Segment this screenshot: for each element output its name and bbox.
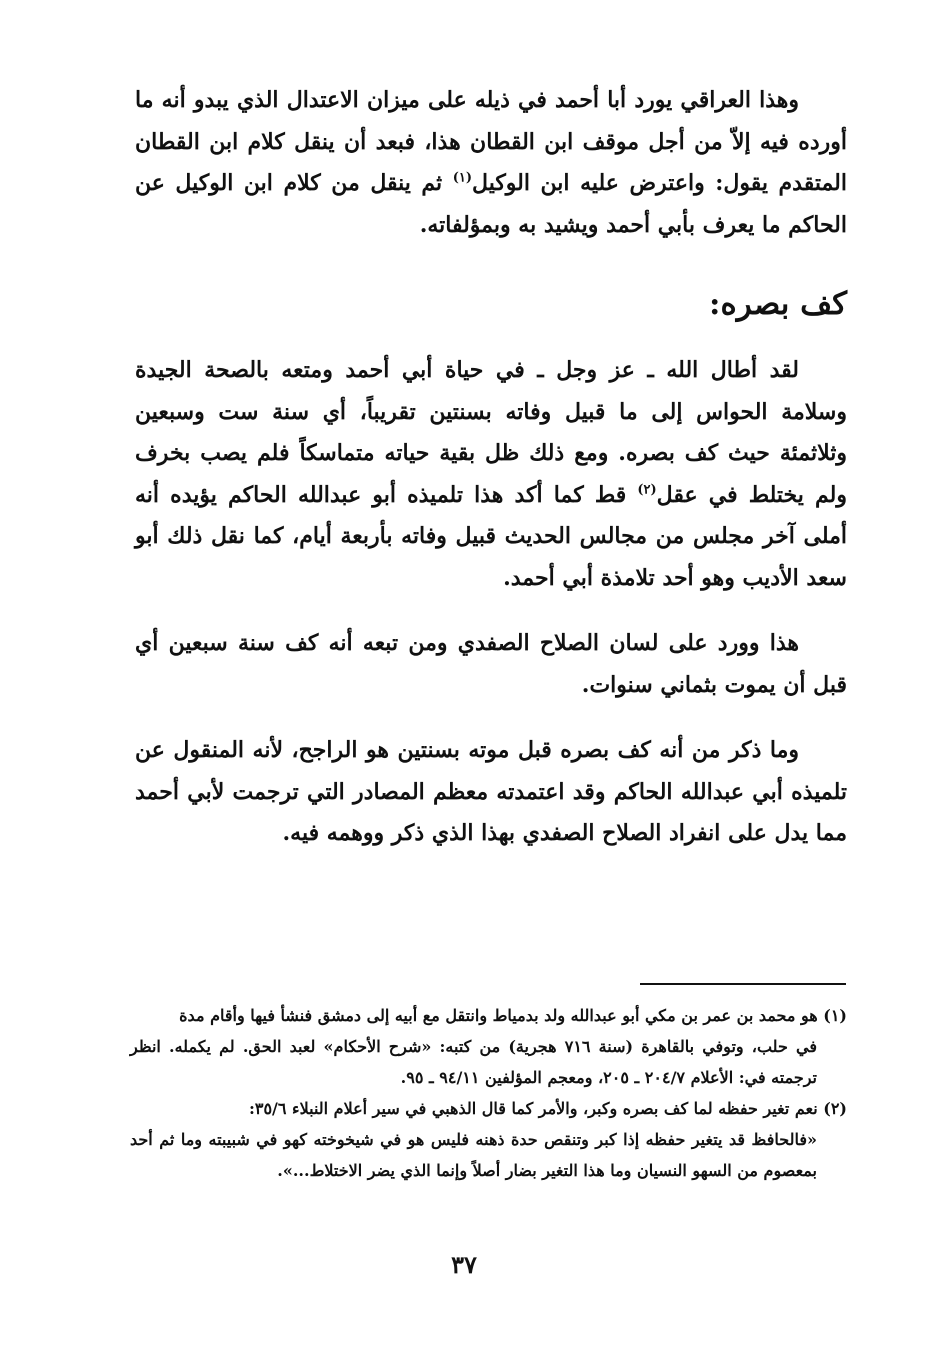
footnote-1: (١) هو محمد بن عمر بن مكي أبو عبدالله ولد بدمياط وانتقل مع أبيه إلى دمشق فنشأ فيها وأقام مدة bbox=[179, 1006, 847, 1025]
section-heading: كف بصره: bbox=[709, 286, 847, 322]
paragraph-2-text: لقد أطال الله ـ عز وجل ـ في حياة أبي أحمد ومتعه بالصحة الجيدة وسلامة الحواس إلى ما قبيل وفاته بسنتين تقريباً، أي سنة ست وسبعين وثلاثمئة حيث كف بصره. ومع ذلك ظل بقية حياته متماسكاً فلم يصب بخرف ولم يختلط في عقل bbox=[135, 357, 847, 508]
footnotes bbox=[130, 1000, 847, 1186]
footnote-2-continuation: «فالحافظ قد يتغير حفظه إذا كبر وتنقص حدة ذهنه فليس هو في شيخوخته كهو في شبيبته وما ثم أحد بمعصوم من السهو النسيان وما هذا التغير بضار أصلاً وإنما الذي يضر الاختلاط...». bbox=[130, 1130, 817, 1180]
main-text bbox=[135, 80, 847, 855]
page-number: ٣٧ bbox=[451, 1250, 477, 1279]
footnote-1-continuation: في حلب، وتوفي بالقاهرة (سنة ٧١٦ هجرية) من كتبه: «شرح الأحكام» لعبد الحق. لم يكمله. انظر ترجمته في: الأعلام ٢٠٤/٧ ـ ٢٠٥، ومعجم المؤلفين ٩٤/١١ ـ ٩٥. bbox=[130, 1037, 817, 1087]
spacer bbox=[135, 706, 847, 730]
paragraph-1 bbox=[135, 80, 847, 246]
paragraph-1-text: وهذا العراقي يورد أبا أحمد في ذيله على ميزان الاعتدال الذي يبدو أنه ما أورده فيه إلاّ من أجل موقف ابن القطان هذا، فبعد أن ينقل كلام ابن القطان المتقدم يقول: واعترض عليه ابن الوكيل bbox=[135, 87, 847, 196]
paragraph-2-text-end: قط كما أكد هذا تلميذه أبو عبدالله الحاكم يؤيده أنه أملى آخر مجلس من مجالس الحديث قبيل وفاته بأربعة أيام، كما نقل ذلك أبو سعد الأديب وهو أحد تلامذة أبي أحمد. bbox=[135, 481, 847, 591]
paragraph-3: هذا وورد على لسان الصلاح الصفدي ومن تبعه أنه كف سنة سبعين أي قبل أن يموت بثماني سنوات. bbox=[135, 630, 847, 698]
spacer bbox=[135, 599, 847, 623]
paragraph-2 bbox=[135, 350, 847, 599]
footnote-separator bbox=[640, 983, 846, 985]
footnote-ref-2: (٢) bbox=[637, 482, 657, 498]
footnote-ref-1: (١) bbox=[452, 170, 473, 186]
paragraph-4: وما ذكر من أنه كف بصره قبل موته بسنتين هو الراجح، لأنه المنقول عن تلميذه أبي عبدالله الحاكم وقد اعتمدته معظم المصادر التي ترجمت لأبي أحمد مما يدل على انفراد الصلاح الصفدي بهذا الذي ذكر ووهمه فيه. bbox=[135, 737, 847, 846]
footnote-2: (٢) نعم تغير حفظه لما كف بصره وكبر، والأمر كما قال الذهبي في سير أعلام النبلاء ٣٥/٦: bbox=[248, 1099, 847, 1118]
paragraph-1-text-end: ثم ينقل من كلام ابن الوكيل عن الحاكم ما يعرف بأبي أحمد ويشيد به وبمؤلفاته. bbox=[135, 170, 847, 238]
